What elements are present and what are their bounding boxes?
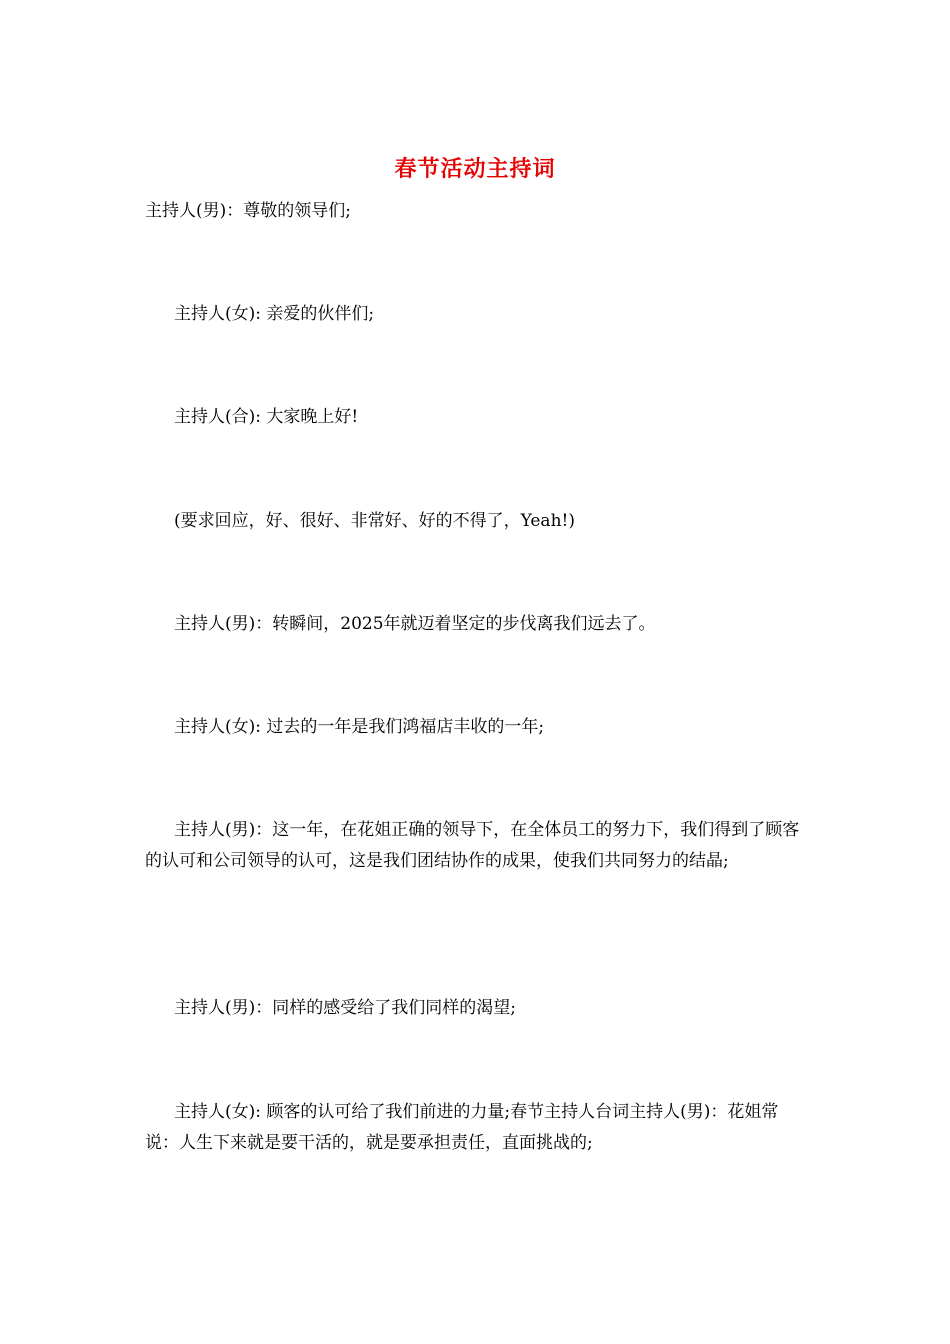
paragraph-2: 主持人(女): 亲爱的伙伴们; [174,304,375,324]
paragraph-8: 主持人(男)：同样的感受给了我们同样的渴望; [174,998,516,1018]
document-title: 春节活动主持词 [394,156,556,182]
paragraph-6: 主持人(女): 过去的一年是我们鸿福店丰收的一年; [174,717,545,737]
paragraph-1: 主持人(男)：尊敬的领导们; [145,201,351,221]
paragraph-5: 主持人(男)：转瞬间，2025年就迈着坚定的步伐离我们远去了。 [174,614,656,634]
paragraph-7: 主持人(男)：这一年，在花姐正确的领导下，在全体员工的努力下，我们得到了顾客的认可和公司领导的认可，这是我们团结协作的成果，使我们共同努力的结晶; [145,820,800,871]
paragraph-3: 主持人(合): 大家晚上好! [174,407,359,427]
paragraph-4: (要求回应，好、很好、非常好、好的不得了，Yeah!) [174,511,575,531]
paragraph-9: 主持人(女): 顾客的认可给了我们前进的力量;春节主持人台词主持人(男)：花姐常说：人生下来就是要干活的，就是要承担责任，直面挑战的; [145,1102,779,1153]
